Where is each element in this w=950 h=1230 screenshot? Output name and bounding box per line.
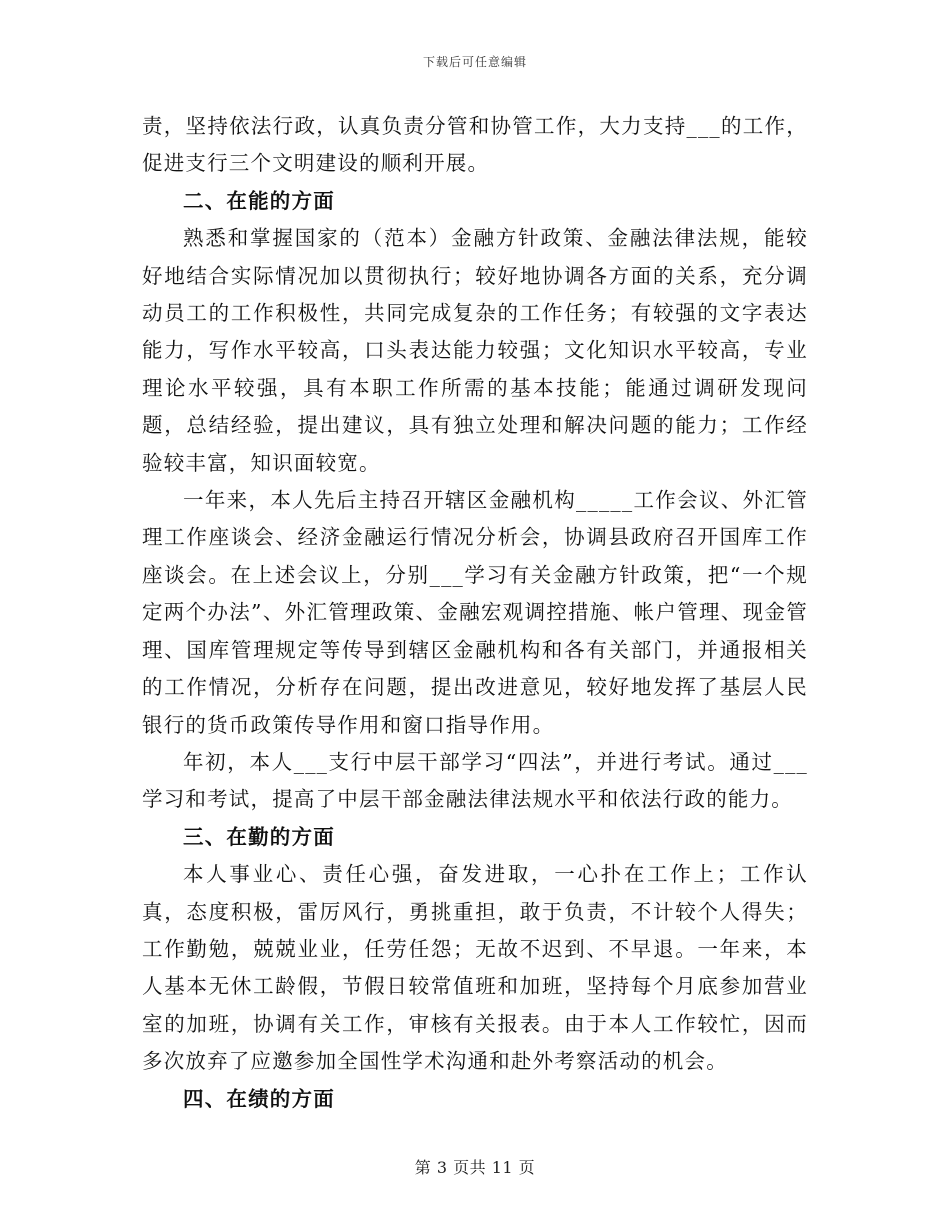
page-footer: 第 3 页共 11 页 <box>414 1158 536 1177</box>
section-heading-diligence: 三、在勤的方面 <box>183 824 335 849</box>
section-heading-performance: 四、在绩的方面 <box>183 1086 335 1111</box>
page-header: 下载后可任意编辑 <box>422 55 527 69</box>
paragraph-continuation: 责，坚持依法行政，认真负责分管和协管工作，大力支持___的工作，促进支行三个文明建设的顺利开展。 <box>142 114 808 176</box>
paragraph-meetings: 一年来，本人先后主持召开辖区金融机构_____工作会议、外汇管理工作座谈会、经济金融运行情况分析会，协调县政府召开国库工作座谈会。在上述会议上，分别___学习有关金融方针政策，把“一个规定两个办法”、外汇管理政策、金融宏观调控措施、帐户管理、现金管理、国库管理规定等传导到辖区金融机构和各有关部门，并通报相关的工作情况，分析存在问题，提出改进意见，较好地发挥了基层人民银行的货币政策传导作用和窗口指导作用。 <box>142 488 808 737</box>
paragraph-diligence: 本人事业心、责任心强，奋发进取，一心扑在工作上；工作认真，态度积极，雷厉风行，勇挑重担，敢于负责，不计较个人得失；工作勤勉，兢兢业业，任劳任怨；无故不迟到、不早退。一年来，本人基本无休工龄假，节假日较常值班和加班，坚持每个月底参加营业室的加班，协调有关工作，审核有关报表。由于本人工作较忙，因而多次放弃了应邀参加全国性学术沟通和赴外考察活动的机会。 <box>142 862 808 1074</box>
section-heading-ability: 二、在能的方面 <box>183 188 335 213</box>
paragraph-ability: 熟悉和掌握国家的（范本）金融方针政策、金融法律法规，能较好地结合实际情况加以贯彻执行；较好地协调各方面的关系，充分调动员工的工作积极性，共同完成复杂的工作任务；有较强的文字表达能力，写作水平较高，口头表达能力较强；文化知识水平较高，专业理论水平较强，具有本职工作所需的基本技能；能通过调研发现问题，总结经验，提出建议，具有独立处理和解决问题的能力；工作经验较丰富，知识面较宽。 <box>142 226 808 475</box>
document-body <box>142 108 808 1118</box>
paragraph-training: 年初，本人___支行中层干部学习“四法”，并进行考试。通过___学习和考试，提高了中层干部金融法律法规水平和依法行政的能力。 <box>142 749 808 812</box>
